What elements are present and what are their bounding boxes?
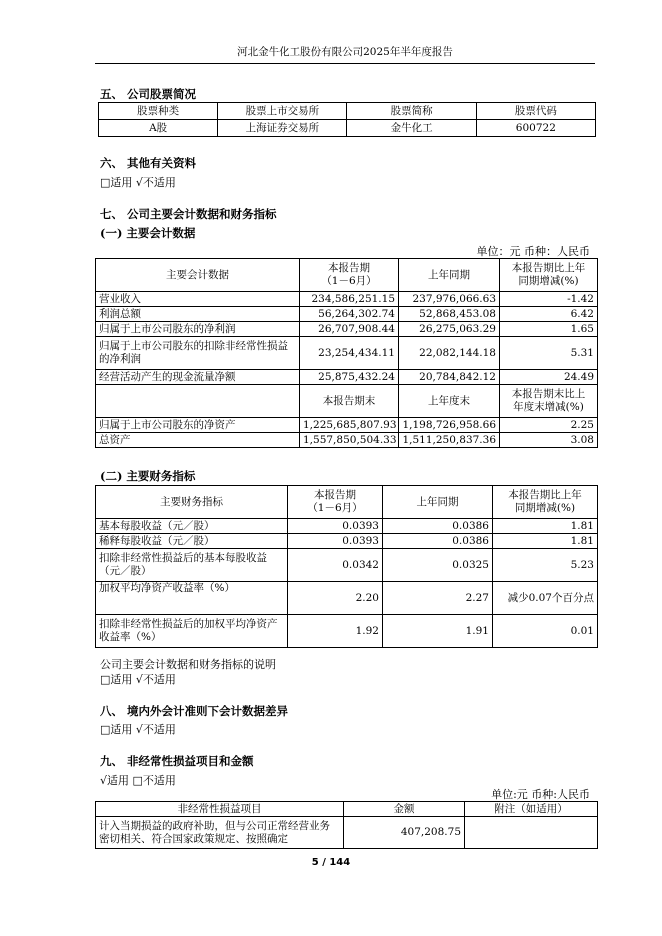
- section-7-note: 公司主要会计数据和财务指标的说明: [100, 658, 276, 671]
- table1-cell: 1.65: [500, 322, 598, 337]
- table3-cell: 计入当期损益的政府补助，但与公司正常经营业务密切相关、符合国家政策规定、按照确定: [96, 817, 344, 849]
- table1-cell: 归属于上市公司股东的净资产: [96, 418, 300, 433]
- table1-cell: 总资产: [96, 433, 300, 448]
- financial-indicators-table: [95, 485, 598, 648]
- stock-table-header: 股票上市交易所: [218, 103, 347, 120]
- table1-cell: 1,511,250,837.36: [399, 433, 500, 448]
- accounting-data-table: [95, 258, 598, 448]
- table2-cell: 0.01: [493, 615, 598, 648]
- table1-cell: 3.08: [500, 433, 598, 448]
- table1-cell: 归属于上市公司股东的扣除非经常性损益的净利润: [96, 337, 300, 370]
- table1-cell: 24.49: [500, 370, 598, 385]
- table-row: [96, 418, 598, 433]
- table2-cell: 0.0393: [288, 534, 383, 549]
- table3-header: 金额: [344, 802, 465, 817]
- table-row: [96, 582, 598, 615]
- table1-cell: 5.31: [500, 337, 598, 370]
- section-8-options: □适用 √不适用: [100, 723, 176, 736]
- table1-header: 上年同期: [399, 259, 500, 292]
- table3-unit: 单位:元 币种:人民币: [491, 788, 590, 801]
- table3-cell: 407,208.75: [344, 817, 465, 849]
- page-header: 河北金牛化工股份有限公司2025年半年度报告: [95, 44, 595, 64]
- stock-table-cell: 600722: [476, 120, 595, 137]
- table2-cell: 稀释每股收益（元／股）: [96, 534, 288, 549]
- table1-cell: 26,275,063.29: [399, 322, 500, 337]
- section-6-title: 六、 其他有关资料: [100, 156, 197, 170]
- table-row: [96, 337, 598, 370]
- table-row: [96, 519, 598, 534]
- table2-header: 本报告期 （1－6月）: [288, 486, 383, 519]
- table-row: [96, 322, 598, 337]
- table1-cell: 1,557,850,504.33: [300, 433, 399, 448]
- table2-cell: 基本每股收益（元／股）: [96, 519, 288, 534]
- table2-cell: 0.0342: [288, 549, 383, 582]
- table1-cell: 利润总额: [96, 307, 300, 322]
- table1-cell: 经营活动产生的现金流量净额: [96, 370, 300, 385]
- table1-cell: 20,784,842.12: [399, 370, 500, 385]
- table1-cell: 25,875,432.24: [300, 370, 399, 385]
- stock-table-cell: 上海证券交易所: [218, 120, 347, 137]
- table2-header: 本报告期比上年 同期增减(%): [493, 486, 598, 519]
- table2-cell: 1.81: [493, 519, 598, 534]
- table1-cell: 1,225,685,807.93: [300, 418, 399, 433]
- stock-table-header: 股票简称: [347, 103, 476, 120]
- table2-cell: 加权平均净资产收益率（%）: [96, 582, 288, 615]
- table1-cell: 6.42: [500, 307, 598, 322]
- table2-cell: 0.0325: [383, 549, 493, 582]
- stock-table-header: 股票代码: [476, 103, 595, 120]
- table2-cell: 1.91: [383, 615, 493, 648]
- table1-cell: -1.42: [500, 292, 598, 307]
- table2-cell: 1.92: [288, 615, 383, 648]
- table2-cell: 减少0.07个百分点: [493, 582, 598, 615]
- table1-header: 本报告期比上年 同期增减(%): [500, 259, 598, 292]
- table2-cell: 2.20: [288, 582, 383, 615]
- non-recurring-table: [95, 801, 598, 849]
- table-row: [96, 534, 598, 549]
- table-row: [96, 615, 598, 648]
- table1-header: [96, 385, 300, 418]
- page-number: 5 / 144: [311, 857, 351, 868]
- stock-table-header: 股票种类: [99, 103, 218, 120]
- table-row: [96, 433, 598, 448]
- section-9-options: √适用 □不适用: [100, 774, 176, 787]
- section-7-note-options: □适用 √不适用: [100, 673, 176, 686]
- section-5-title: 五、 公司股票简况: [100, 87, 197, 101]
- stock-table-cell: A股: [99, 120, 218, 137]
- stock-table-cell: 金牛化工: [347, 120, 476, 137]
- table1-header: 本报告期末: [300, 385, 399, 418]
- section-9-title: 九、 非经常性损益项目和金额: [100, 754, 254, 768]
- table1-cell: 234,586,251.15: [300, 292, 399, 307]
- table2-cell: 扣除非经常性损益后的加权平均净资产收益率（%）: [96, 615, 288, 648]
- table1-cell: 2.25: [500, 418, 598, 433]
- table2-cell: 1.81: [493, 534, 598, 549]
- table2-cell: 5.23: [493, 549, 598, 582]
- section-7-sub1-title: (一) 主要会计数据: [100, 226, 196, 240]
- table-row: [96, 817, 598, 849]
- table1-cell: 56,264,302.74: [300, 307, 399, 322]
- table2-header: 上年同期: [383, 486, 493, 519]
- table-row: [96, 549, 598, 582]
- table3-cell: [465, 817, 598, 849]
- table1-cell: 23,254,434.11: [300, 337, 399, 370]
- table2-header: 主要财务指标: [96, 486, 288, 519]
- table1-header: 上年度末: [399, 385, 500, 418]
- table3-header: 非经常性损益项目: [96, 802, 344, 817]
- table1-header: 本报告期 （1－6月）: [300, 259, 399, 292]
- section-6-options: □适用 √不适用: [100, 176, 176, 189]
- table2-cell: 0.0386: [383, 534, 493, 549]
- table1-cell: 1,198,726,958.66: [399, 418, 500, 433]
- table-row: [96, 370, 598, 385]
- table1-unit: 单位：元 币种：人民币: [476, 245, 590, 258]
- table1-cell: 52,868,453.08: [399, 307, 500, 322]
- table1-cell: 26,707,908.44: [300, 322, 399, 337]
- table1-cell: 归属于上市公司股东的净利润: [96, 322, 300, 337]
- section-8-title: 八、 境内外会计准则下会计数据差异: [100, 704, 289, 718]
- table-row: [96, 292, 598, 307]
- table1-cell: 22,082,144.18: [399, 337, 500, 370]
- table1-cell: 营业收入: [96, 292, 300, 307]
- table1-header: 本报告期末比上 年度末增减(%): [500, 385, 598, 418]
- section-7-sub2-title: (二) 主要财务指标: [100, 469, 196, 483]
- table-row: [96, 307, 598, 322]
- table2-cell: 0.0393: [288, 519, 383, 534]
- table1-cell: 237,976,066.63: [399, 292, 500, 307]
- stock-table: [98, 102, 596, 137]
- section-7-title: 七、 公司主要会计数据和财务指标: [100, 207, 277, 221]
- table1-header: 主要会计数据: [96, 259, 300, 292]
- table2-cell: 0.0386: [383, 519, 493, 534]
- table2-cell: 2.27: [383, 582, 493, 615]
- table3-header: 附注（如适用）: [465, 802, 598, 817]
- table2-cell: 扣除非经常性损益后的基本每股收益（元／股）: [96, 549, 288, 582]
